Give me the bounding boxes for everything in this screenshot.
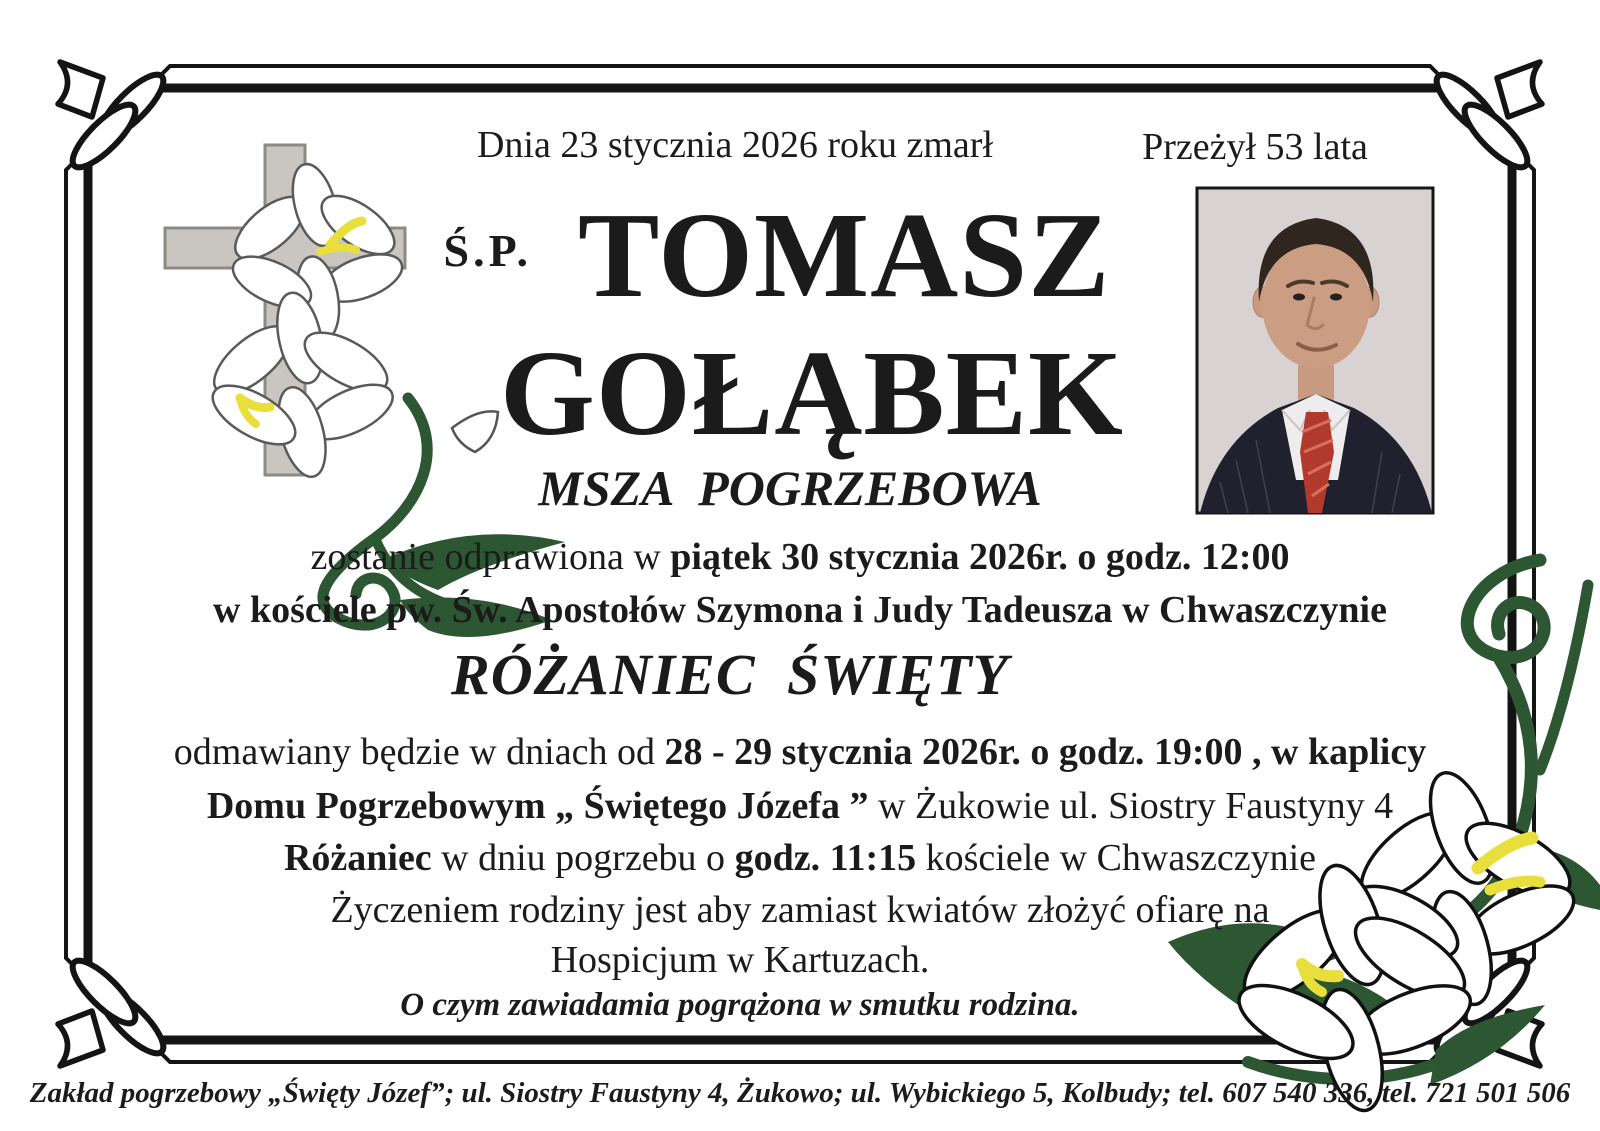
- deceased-last-name-line: GOŁĄBEK: [500, 326, 1124, 461]
- wishes-line-2: Hospicjum w Kartuzach.: [550, 939, 930, 981]
- mass-heading: MSZA POGRZEBOWA: [538, 460, 1042, 516]
- sp-abbreviation: Ś.P.: [443, 225, 532, 276]
- corner-ornament: [58, 62, 172, 176]
- mass-line-2: w kościele pw. Św. Apostołów Szymona i Judy Tadeusza w Chwaszczynie: [213, 589, 1387, 631]
- death-date-line: Dnia 23 stycznia 2026 roku zmarł: [476, 124, 994, 166]
- age-line: Przeżył 53 lata: [1142, 126, 1368, 168]
- mass-line-1: zostanie odprawiona w piątek 30 stycznia 2026r. o godz. 12:00: [310, 536, 1290, 578]
- first-name: TOMASZ: [577, 188, 1111, 323]
- rosary-line-2: Domu Pogrzebowym „ Świętego Józefa ” w Żukowie ul. Siostry Faustyny 4: [206, 785, 1394, 827]
- rosary-line-3: Różaniec w dniu pogrzebu o godz. 11:15 kościele w Chwaszczynie: [283, 837, 1317, 879]
- closing-line: O czym zawiadamia pogrążona w smutku rodzina.: [400, 987, 1080, 1023]
- rosary-line-1: odmawiany będzie w dniach od 28 - 29 stycznia 2026r. o godz. 19:00 , w kaplicy: [173, 731, 1427, 773]
- portrait-photo: [1197, 188, 1433, 513]
- deceased-first-name-line: [407, 188, 1147, 323]
- corner-ornament: [1428, 62, 1542, 176]
- wishes-line-1: Życzeniem rodziny jest aby zamiast kwiatów złożyć ofiarę na: [330, 889, 1270, 931]
- funeral-home-footer: Zakład pogrzebowy „Święty Józef”; ul. Siostry Faustyny 4, Żukowo; ul. Wybickiego 5, Kolbudy; tel. 607 540 336, tel. 721 501 506: [29, 1077, 1571, 1109]
- rosary-heading: RÓŻANIEC ŚWIĘTY: [451, 642, 1009, 707]
